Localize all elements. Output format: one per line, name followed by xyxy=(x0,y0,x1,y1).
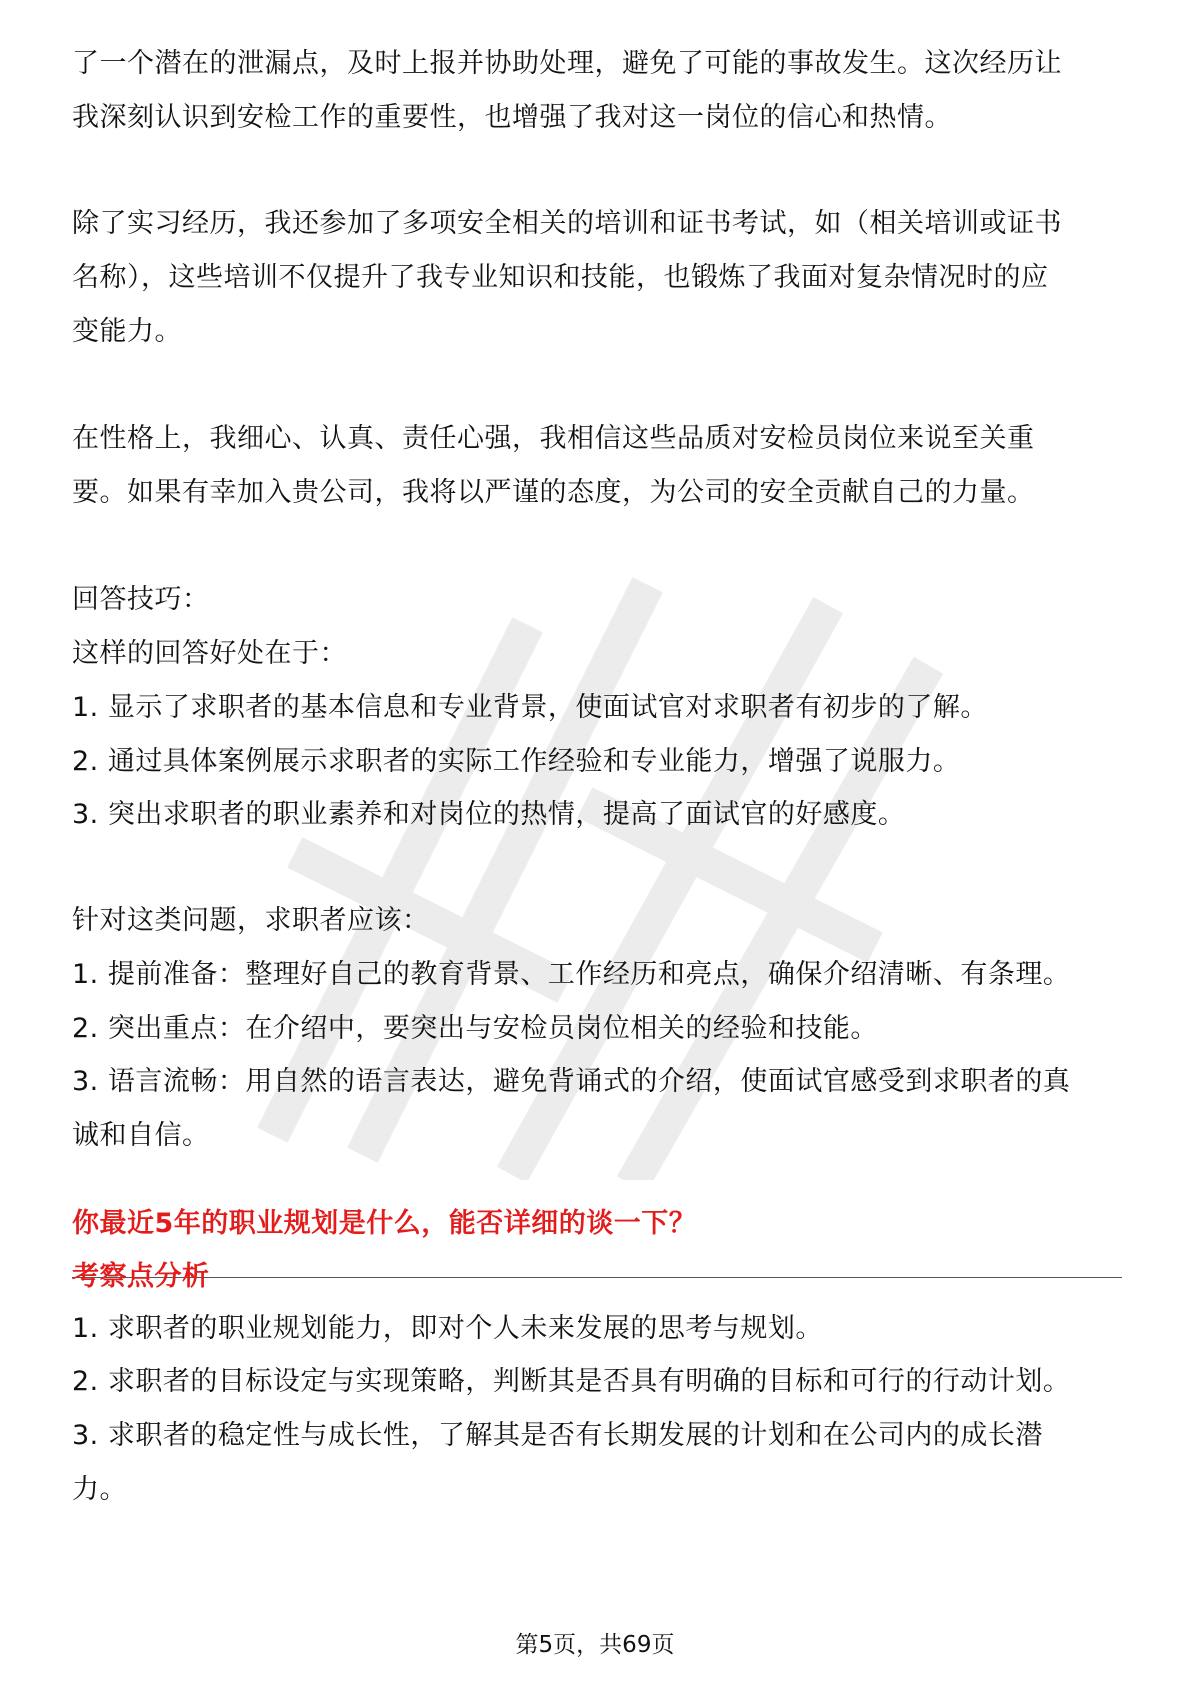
advice-intro: 针对这类问题，求职者应该： xyxy=(72,905,430,936)
paragraph-line: 名称），这些培训不仅提升了我专业知识和技能，也锻炼了我面对复杂情况时的应 xyxy=(72,262,1049,293)
paragraph-line: 除了实习经历，我还参加了多项安全相关的培训和证书考试，如（相关培训或证书 xyxy=(72,208,1062,239)
advice-list-item: 2. 突出重点：在介绍中，要突出与安检员岗位相关的经验和技能。 xyxy=(72,1013,878,1044)
tips-list-item: 2. 通过具体案例展示求职者的实际工作经验和专业能力，增强了说服力。 xyxy=(72,746,961,777)
paragraph-line: 我深刻认识到安检工作的重要性，也增强了我对这一岗位的信心和热情。 xyxy=(72,102,952,133)
paragraph-line: 变能力。 xyxy=(72,316,182,347)
paragraph-line: 要。如果有幸加入贵公司，我将以严谨的态度，为公司的安全贡献自己的力量。 xyxy=(72,477,1035,508)
analysis-heading: 考察点分析 xyxy=(72,1261,210,1292)
advice-list-item: 诚和自信。 xyxy=(72,1120,210,1151)
page-number: 第5页，共69页 xyxy=(515,1632,675,1658)
analysis-list-item: 2. 求职者的目标设定与实现策略，判断其是否具有明确的目标和可行的行动计划。 xyxy=(72,1366,1071,1397)
tips-intro: 这样的回答好处在于： xyxy=(72,638,347,669)
paragraph-line: 了一个潜在的泄漏点，及时上报并协助处理，避免了可能的事故发生。这次经历让 xyxy=(72,48,1062,79)
advice-list-item: 3. 语言流畅：用自然的语言表达，避免背诵式的介绍，使面试官感受到求职者的真 xyxy=(72,1066,1071,1097)
tips-list-item: 3. 突出求职者的职业素养和对岗位的热情，提高了面试官的好感度。 xyxy=(72,799,906,830)
advice-list-item: 1. 提前准备：整理好自己的教育背景、工作经历和亮点，确保介绍清晰、有条理。 xyxy=(72,959,1071,990)
analysis-list-item: 1. 求职者的职业规划能力，即对个人未来发展的思考与规划。 xyxy=(72,1313,823,1344)
question-title: 你最近5年的职业规划是什么，能否详细的谈一下？ xyxy=(72,1208,697,1239)
paragraph-line: 在性格上，我细心、认真、责任心强，我相信这些品质对安检员岗位来说至关重 xyxy=(72,423,1035,454)
tips-heading: 回答技巧： xyxy=(72,584,210,615)
analysis-list-item: 力。 xyxy=(72,1474,127,1505)
tips-list-item: 1. 显示了求职者的基本信息和专业背景，使面试官对求职者有初步的了解。 xyxy=(72,692,988,723)
analysis-list-item: 3. 求职者的稳定性与成长性，了解其是否有长期发展的计划和在公司内的成长潜 xyxy=(72,1420,1043,1451)
